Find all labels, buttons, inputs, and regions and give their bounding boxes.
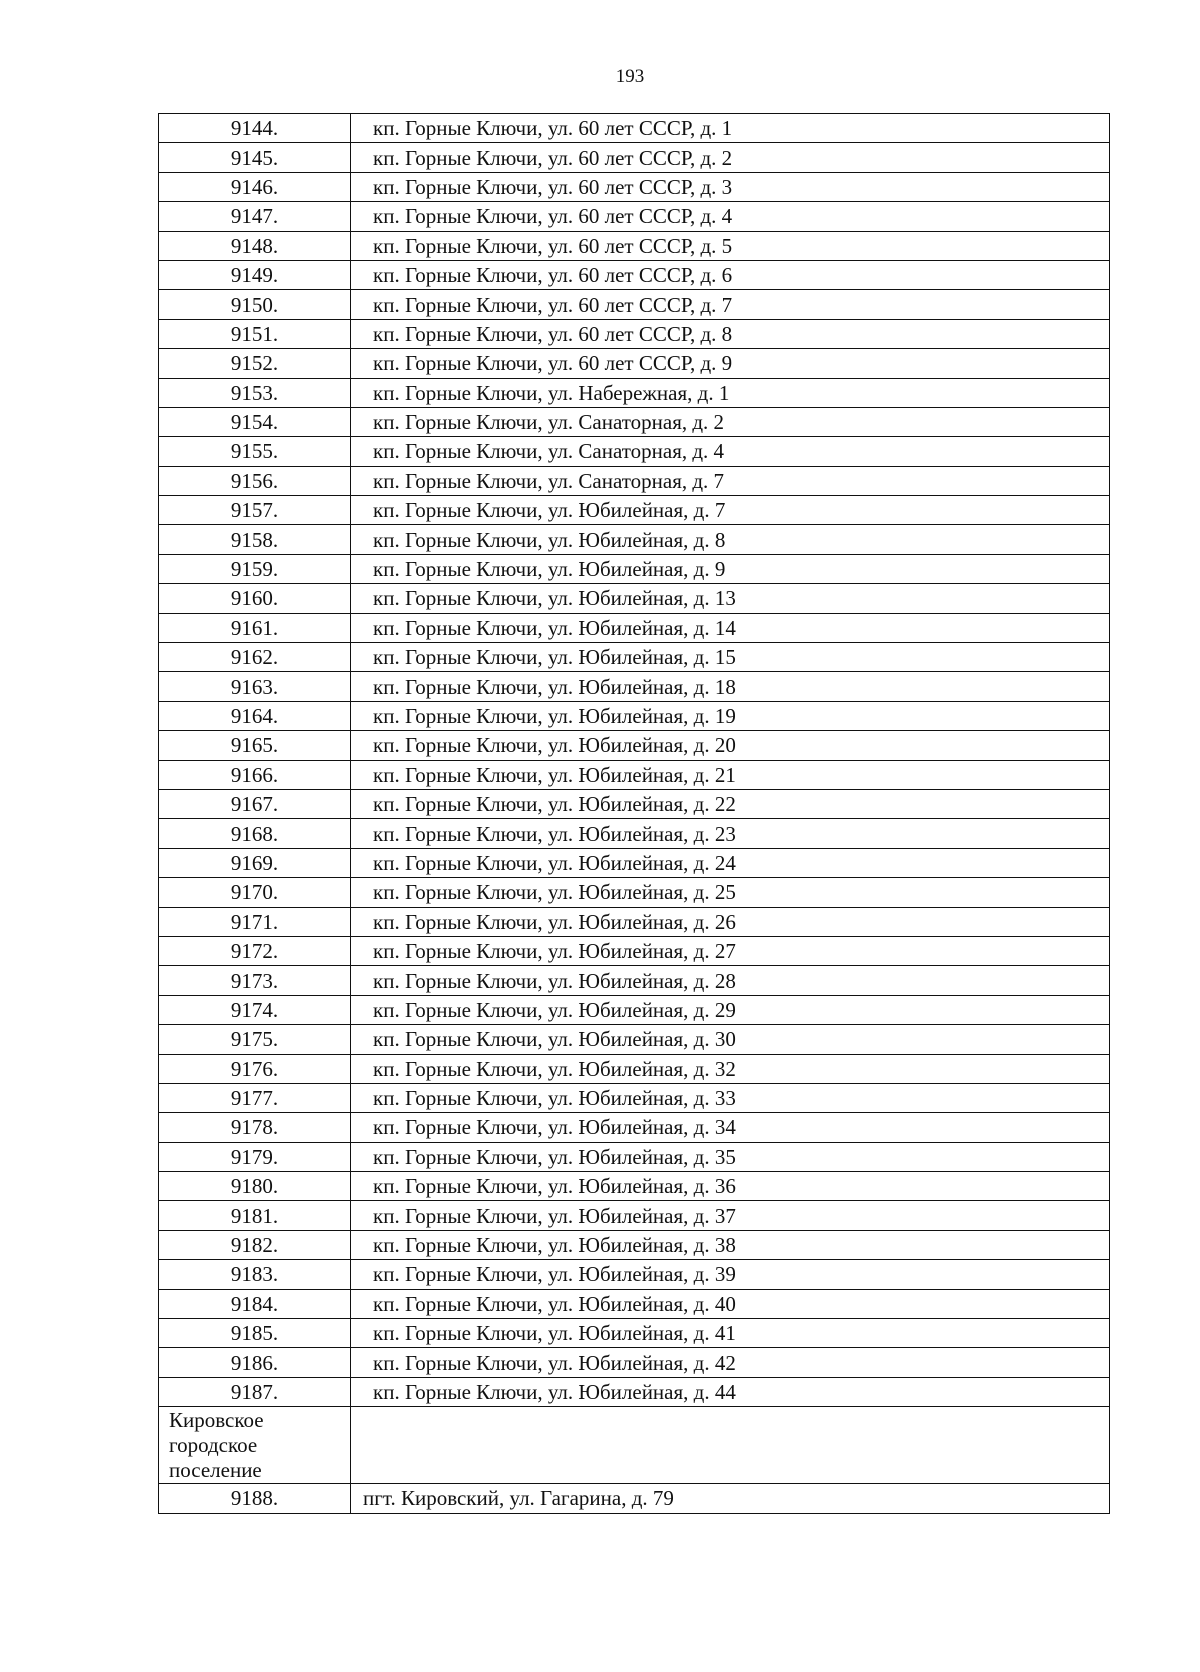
row-address: кп. Горные Ключи, ул. 60 лет СССР, д. 9 <box>351 349 1110 378</box>
row-address: кп. Горные Ключи, ул. 60 лет СССР, д. 7 <box>351 290 1110 319</box>
row-address: кп. Горные Ключи, ул. Юбилейная, д. 41 <box>351 1319 1110 1348</box>
row-address: пгт. Кировский, ул. Гагарина, д. 79 <box>351 1484 1110 1513</box>
table-row <box>159 496 1110 525</box>
row-number: 9175. <box>159 1025 351 1054</box>
table-row <box>159 1260 1110 1289</box>
table-row <box>159 966 1110 995</box>
table-body <box>159 114 1110 1514</box>
table-row <box>159 672 1110 701</box>
row-address: кп. Горные Ключи, ул. Юбилейная, д. 25 <box>351 878 1110 907</box>
row-number: 9152. <box>159 349 351 378</box>
row-number: 9177. <box>159 1083 351 1112</box>
row-address: кп. Горные Ключи, ул. Юбилейная, д. 9 <box>351 554 1110 583</box>
table-row <box>159 1230 1110 1259</box>
row-number: 9145. <box>159 143 351 172</box>
table-row <box>159 143 1110 172</box>
row-address: кп. Горные Ключи, ул. Юбилейная, д. 42 <box>351 1348 1110 1377</box>
row-number: 9163. <box>159 672 351 701</box>
row-number: 9187. <box>159 1377 351 1406</box>
table-row <box>159 613 1110 642</box>
row-number: 9157. <box>159 496 351 525</box>
row-number: 9181. <box>159 1201 351 1230</box>
table-row <box>159 378 1110 407</box>
row-number: 9148. <box>159 231 351 260</box>
row-address: кп. Горные Ключи, ул. Юбилейная, д. 15 <box>351 643 1110 672</box>
row-number: 9185. <box>159 1319 351 1348</box>
row-address: кп. Горные Ключи, ул. Юбилейная, д. 26 <box>351 907 1110 936</box>
table-row <box>159 789 1110 818</box>
row-number: 9182. <box>159 1230 351 1259</box>
table-row <box>159 584 1110 613</box>
row-number: 9188. <box>159 1484 351 1513</box>
table-row <box>159 819 1110 848</box>
row-number: 9154. <box>159 407 351 436</box>
row-number: 9166. <box>159 760 351 789</box>
row-number: 9149. <box>159 260 351 289</box>
row-address: кп. Горные Ключи, ул. Юбилейная, д. 38 <box>351 1230 1110 1259</box>
row-address: кп. Горные Ключи, ул. Юбилейная, д. 29 <box>351 995 1110 1024</box>
row-number: 9168. <box>159 819 351 848</box>
row-number: 9162. <box>159 643 351 672</box>
table-row <box>159 407 1110 436</box>
table-row <box>159 1083 1110 1112</box>
table-row <box>159 1348 1110 1377</box>
row-number: 9158. <box>159 525 351 554</box>
address-table <box>158 113 1110 1514</box>
row-number: 9186. <box>159 1348 351 1377</box>
row-number: 9178. <box>159 1113 351 1142</box>
table-row <box>159 466 1110 495</box>
table-row <box>159 172 1110 201</box>
row-address: кп. Горные Ключи, ул. Юбилейная, д. 32 <box>351 1054 1110 1083</box>
row-address: кп. Горные Ключи, ул. Юбилейная, д. 22 <box>351 789 1110 818</box>
row-address: кп. Горные Ключи, ул. 60 лет СССР, д. 1 <box>351 114 1110 143</box>
row-address: кп. Горные Ключи, ул. Санаторная, д. 2 <box>351 407 1110 436</box>
table-row <box>159 848 1110 877</box>
row-number: 9151. <box>159 319 351 348</box>
row-address: кп. Горные Ключи, ул. Юбилейная, д. 34 <box>351 1113 1110 1142</box>
table-row <box>159 202 1110 231</box>
table-row <box>159 349 1110 378</box>
row-address: кп. Горные Ключи, ул. Юбилейная, д. 33 <box>351 1083 1110 1112</box>
row-address: кп. Горные Ключи, ул. Юбилейная, д. 28 <box>351 966 1110 995</box>
row-address: кп. Горные Ключи, ул. Санаторная, д. 4 <box>351 437 1110 466</box>
row-number: 9173. <box>159 966 351 995</box>
row-number: 9144. <box>159 114 351 143</box>
table-row <box>159 1377 1110 1406</box>
table-row <box>159 1113 1110 1142</box>
row-address: кп. Горные Ключи, ул. 60 лет СССР, д. 3 <box>351 172 1110 201</box>
table-row <box>159 1172 1110 1201</box>
row-number: 9180. <box>159 1172 351 1201</box>
row-address: кп. Горные Ключи, ул. Юбилейная, д. 20 <box>351 731 1110 760</box>
table-row <box>159 1484 1110 1513</box>
row-number: 9156. <box>159 466 351 495</box>
row-address: кп. Горные Ключи, ул. Юбилейная, д. 8 <box>351 525 1110 554</box>
row-number: 9171. <box>159 907 351 936</box>
row-number: 9150. <box>159 290 351 319</box>
row-address: кп. Горные Ключи, ул. Юбилейная, д. 40 <box>351 1289 1110 1318</box>
row-number: 9160. <box>159 584 351 613</box>
row-address: кп. Горные Ключи, ул. Юбилейная, д. 27 <box>351 936 1110 965</box>
table-row <box>159 114 1110 143</box>
row-number: 9184. <box>159 1289 351 1318</box>
table-row <box>159 1142 1110 1171</box>
section-row <box>159 1407 1110 1484</box>
row-number: 9170. <box>159 878 351 907</box>
row-address: кп. Горные Ключи, ул. Юбилейная, д. 24 <box>351 848 1110 877</box>
row-address: кп. Горные Ключи, ул. 60 лет СССР, д. 2 <box>351 143 1110 172</box>
row-number: 9164. <box>159 701 351 730</box>
row-address: кп. Горные Ключи, ул. Юбилейная, д. 39 <box>351 1260 1110 1289</box>
row-number: 9174. <box>159 995 351 1024</box>
table-row <box>159 260 1110 289</box>
row-address: кп. Горные Ключи, ул. Юбилейная, д. 21 <box>351 760 1110 789</box>
table-row <box>159 1201 1110 1230</box>
row-number: 9147. <box>159 202 351 231</box>
row-address: кп. Горные Ключи, ул. Юбилейная, д. 18 <box>351 672 1110 701</box>
row-number: 9167. <box>159 789 351 818</box>
table-row <box>159 878 1110 907</box>
table-row <box>159 290 1110 319</box>
section-empty-cell <box>351 1407 1110 1484</box>
row-number: 9153. <box>159 378 351 407</box>
table-row <box>159 1054 1110 1083</box>
row-address: кп. Горные Ключи, ул. 60 лет СССР, д. 5 <box>351 231 1110 260</box>
table-row <box>159 907 1110 936</box>
table-row <box>159 936 1110 965</box>
table-row <box>159 554 1110 583</box>
row-address: кп. Горные Ключи, ул. Юбилейная, д. 23 <box>351 819 1110 848</box>
table-row <box>159 995 1110 1024</box>
row-address: кп. Горные Ключи, ул. Юбилейная, д. 35 <box>351 1142 1110 1171</box>
table-row <box>159 731 1110 760</box>
row-number: 9146. <box>159 172 351 201</box>
row-number: 9161. <box>159 613 351 642</box>
row-number: 9169. <box>159 848 351 877</box>
row-number: 9159. <box>159 554 351 583</box>
row-address: кп. Горные Ключи, ул. Юбилейная, д. 30 <box>351 1025 1110 1054</box>
row-number: 9165. <box>159 731 351 760</box>
row-number: 9179. <box>159 1142 351 1171</box>
row-address: кп. Горные Ключи, ул. 60 лет СССР, д. 4 <box>351 202 1110 231</box>
table-row <box>159 643 1110 672</box>
row-address: кп. Горные Ключи, ул. 60 лет СССР, д. 6 <box>351 260 1110 289</box>
table-row <box>159 319 1110 348</box>
row-address: кп. Горные Ключи, ул. Юбилейная, д. 19 <box>351 701 1110 730</box>
table-row <box>159 1289 1110 1318</box>
table-row <box>159 231 1110 260</box>
row-address: кп. Горные Ключи, ул. Юбилейная, д. 13 <box>351 584 1110 613</box>
section-title: Кировское городское поселение <box>159 1407 351 1484</box>
row-address: кп. Горные Ключи, ул. Юбилейная, д. 37 <box>351 1201 1110 1230</box>
row-address: кп. Горные Ключи, ул. Юбилейная, д. 44 <box>351 1377 1110 1406</box>
row-address: кп. Горные Ключи, ул. 60 лет СССР, д. 8 <box>351 319 1110 348</box>
row-number: 9176. <box>159 1054 351 1083</box>
row-address: кп. Горные Ключи, ул. Юбилейная, д. 7 <box>351 496 1110 525</box>
table-row <box>159 525 1110 554</box>
row-address: кп. Горные Ключи, ул. Санаторная, д. 7 <box>351 466 1110 495</box>
row-number: 9172. <box>159 936 351 965</box>
table-row <box>159 1319 1110 1348</box>
row-number: 9183. <box>159 1260 351 1289</box>
table-row <box>159 1025 1110 1054</box>
row-address: кп. Горные Ключи, ул. Набережная, д. 1 <box>351 378 1110 407</box>
row-address: кп. Горные Ключи, ул. Юбилейная, д. 14 <box>351 613 1110 642</box>
row-number: 9155. <box>159 437 351 466</box>
table-row <box>159 437 1110 466</box>
table-row <box>159 760 1110 789</box>
page-number: 193 <box>615 66 645 87</box>
table-row <box>159 701 1110 730</box>
row-address: кп. Горные Ключи, ул. Юбилейная, д. 36 <box>351 1172 1110 1201</box>
